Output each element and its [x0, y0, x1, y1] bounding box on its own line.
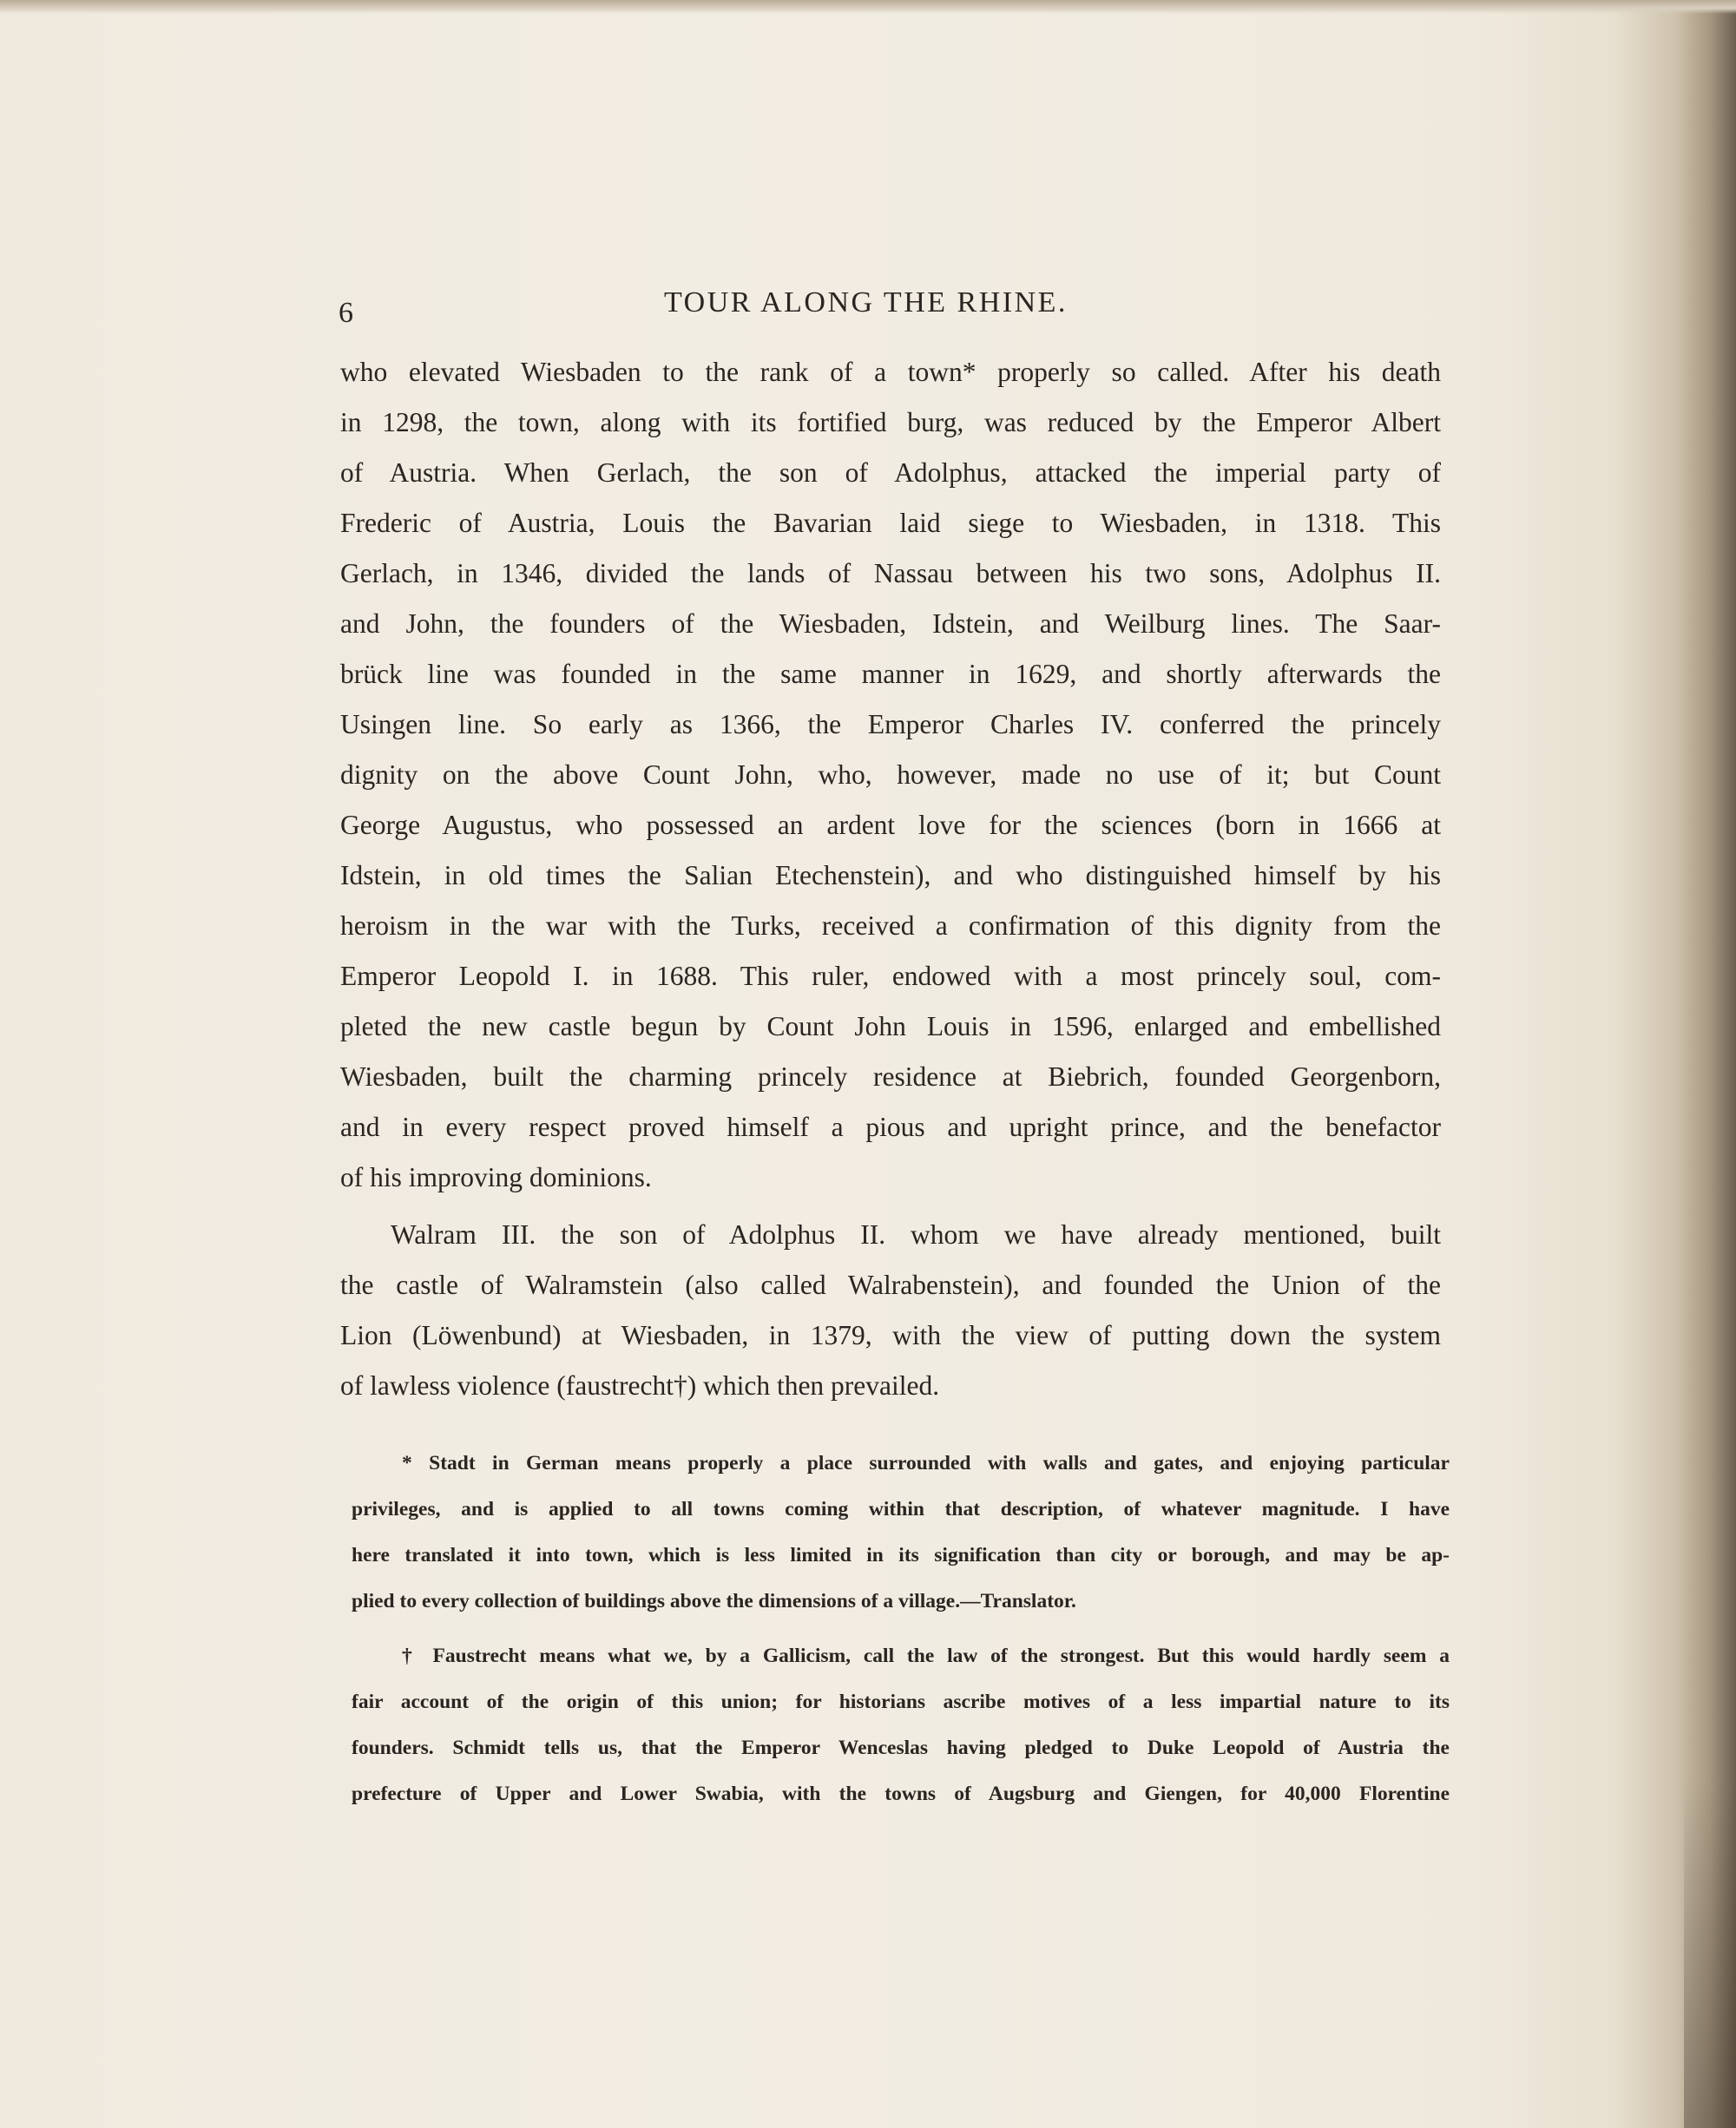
body-line: Emperor Leopold I. in 1688. This ruler, endowed with a most princely soul, com-	[340, 961, 1441, 991]
page-top-edge	[0, 0, 1736, 14]
page-header	[339, 286, 1458, 330]
body-line: of his improving dominions.	[340, 1162, 652, 1192]
body-line: and John, the founders of the Wiesbaden, Idstein, and Weilburg lines. The Saar-	[340, 608, 1441, 639]
body-line: of lawless violence (faustrecht†) which then prevailed.	[340, 1370, 940, 1401]
body-line: and in every respect proved himself a pious and upright prince, and the benefactor	[340, 1112, 1441, 1142]
body-line: the castle of Walramstein (also called Walrabenstein), and founded the Union of the	[340, 1270, 1441, 1300]
footnote-line: † Faustrecht means what we, by a Gallicism, call the law of the strongest. But this would hardly seem a	[402, 1645, 1450, 1667]
footnote-line: * Stadt in German means properly a place surrounded with walls and gates, and enjoying particular	[402, 1452, 1450, 1474]
body-line: Frederic of Austria, Louis the Bavarian laid siege to Wiesbaden, in 1318. This	[340, 508, 1441, 538]
body-line: Walram III. the son of Adolphus II. whom we have already mentioned, built	[391, 1219, 1441, 1250]
body-line: Idstein, in old times the Salian Etechenstein), and who distinguished himself by his	[340, 860, 1441, 890]
body-line: who elevated Wiesbaden to the rank of a town* properly so called. After his death	[340, 357, 1441, 387]
footnote-line: founders. Schmidt tells us, that the Emperor Wenceslas having pledged to Duke Leopold of Austria the	[352, 1737, 1450, 1759]
footnote-line: privileges, and is applied to all towns coming within that description, of whatever magnitude. I have	[352, 1498, 1450, 1520]
body-line: George Augustus, who possessed an ardent love for the sciences (born in 1666 at	[340, 810, 1441, 840]
binding-shadow	[1684, 1781, 1736, 2128]
body-text	[340, 347, 1441, 1411]
body-line: dignity on the above Count John, who, however, made no use of it; but Count	[340, 759, 1441, 790]
footnote-line: prefecture of Upper and Lower Swabia, with the towns of Augsburg and Giengen, for 40,000 Florentine	[352, 1783, 1450, 1805]
body-line: Gerlach, in 1346, divided the lands of Nassau between his two sons, Adolphus II.	[340, 558, 1441, 588]
footnotes	[352, 1441, 1450, 1817]
body-line: of Austria. When Gerlach, the son of Adolphus, attacked the imperial party of	[340, 457, 1441, 488]
page-number: 6	[339, 297, 354, 329]
body-line: in 1298, the town, along with its fortified burg, was reduced by the Emperor Albert	[340, 407, 1441, 437]
footnote-line: here translated it into town, which is less limited in its signification than city or borough, and may be ap-	[352, 1544, 1450, 1566]
body-line: brück line was founded in the same manner in 1629, and shortly afterwards the	[340, 659, 1441, 689]
body-line: Usingen line. So early as 1366, the Emperor Charles IV. conferred the princely	[340, 709, 1441, 739]
body-line: Lion (Löwenbund) at Wiesbaden, in 1379, with the view of putting down the system	[340, 1320, 1441, 1350]
body-line: Wiesbaden, built the charming princely residence at Biebrich, founded Georgenborn,	[340, 1061, 1441, 1092]
body-line: pleted the new castle begun by Count John Louis in 1596, enlarged and embellished	[340, 1011, 1441, 1041]
footnote-line: plied to every collection of buildings above the dimensions of a village.—Translator.	[352, 1590, 1076, 1612]
running-head: TOUR ALONG THE RHINE.	[664, 286, 1068, 319]
footnote-line: fair account of the origin of this union; for historians ascribe motives of a less impartial nature to its	[352, 1691, 1450, 1713]
body-line: heroism in the war with the Turks, received a confirmation of this dignity from the	[340, 910, 1441, 941]
